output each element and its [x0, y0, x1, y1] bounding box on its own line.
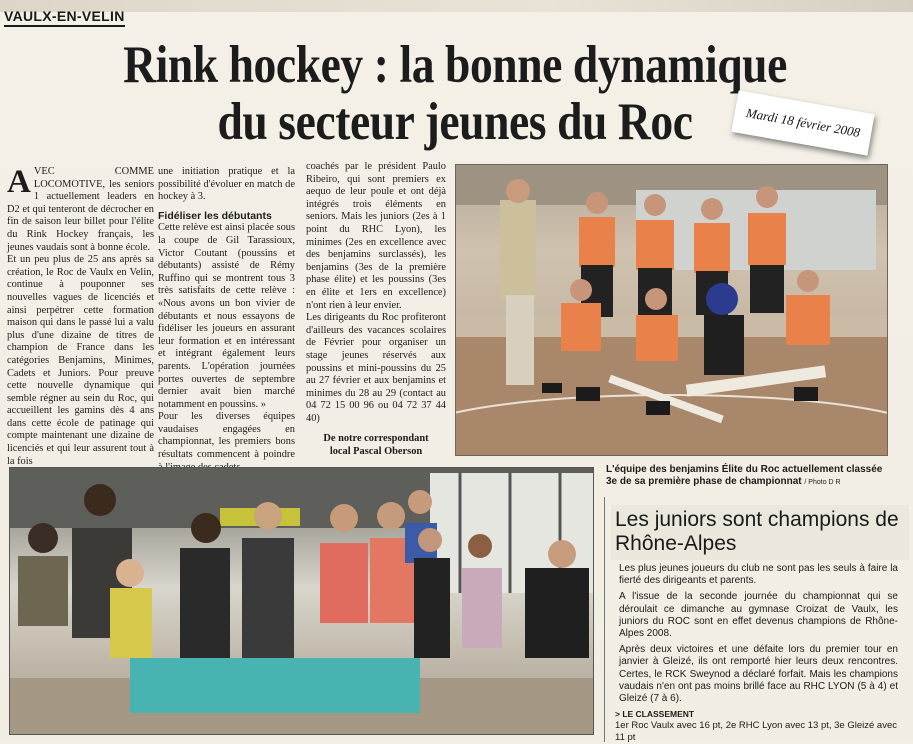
paragraph-2: Et un peu plus de 25 ans après sa création, le Roc de Vaulx en Velin, continue à pouponner ses nouvelles vagues de licenciés et ainsi perpétrer cette formation maison qui dans le passé lui a valu plus d'une dizaine de titres de champion de France dans les catégories Benjamins, Minimes, Cadets et Juniors. Pour preuve cette nouvelle dynamique qui semble régner au sein du Roc, qui accueillent les gamins dès 4 ans dans cette école de patinage qui compte maintenant une dizaine de licenciés et qui leur assurent tout à la fois [7, 254, 154, 467]
paragraph-5: Pour les diverses équipes vaudaises engagées en championnat, les premiers bons résultats commencent à poindre [158, 411, 295, 461]
paragraph-6: coachés par le président Paulo Ribeiro, qui sont premiers ex aequo de leur poule et ont déjà intégrés trois éléments en seniors. Mais les juniors (2es à 1 point du RHC Lyon), les minimes (2es en excellence avec des benjamins surclassés), les benjamins (3es de la première phase élite) et les poussins (3es en élite et 1ers en excellence) n'ont rien à leur envier. [306, 161, 446, 311]
photo-credit: / Photo D R [804, 479, 841, 486]
standings-heading: > LE CLASSEMENT [615, 709, 695, 719]
team-photo-illustration [456, 165, 887, 455]
caption-text: L'équipe des benjamins Élite du Roc actuellement classée 3e de sa première phase de championnat [606, 464, 883, 487]
sidebar-paragraph-3: Après deux victoires et une défaite lors du premier tour en janvier à Gleizé, ils ont remporté hier leurs deux rencontres. Certes, le RCK Sweynod a déclaré forfait. Mais les champions vaudais n'en ont pas moins brillé face au RHC LYON (5 à 4) et Gleizé (7 à 6). [619, 644, 898, 705]
paragraph-1 [7, 166, 154, 254]
subheading: Fidéliser les débutants [158, 209, 272, 222]
sidebar-body [619, 563, 898, 709]
team-photo-benjamins [455, 164, 888, 456]
photo-caption [606, 464, 886, 489]
paragraph-7: Les dirigeants du Roc profiteront d'ailleurs des vacances scolaires de Février pour organiser un stage jeunes réservés aux poussins et mini-poussins du 25 au 27 février et aux benjamins et minimes du 28 au 29 (contact au 04 72 15 00 96 ou 04 72 37 44 40) [306, 312, 446, 424]
paragraph-1-text: VEC COMME LOCOMOTIVE, les seniors 1 actuellement leaders en D2 et qui tenteront de décrocher en fin de saison leur billet pour l'élite du Rink Hockey français, les jeunes vaudais sont à bonne école. [7, 166, 154, 253]
byline [306, 433, 446, 458]
previous-page-strip [0, 0, 913, 12]
paragraph-4: Cette relève est ainsi placée sous la coupe de Gil Tarassioux, Victor Coutant (poussins et débutants) assisté de Rémy Ruffino qui se montrent tous 3 très satisfaits de cette relève : «Nous avons un bon vivier de débutants et nous essayons de fidéliser les joueurs en assurant leur formation et en intéressant et intégrant également leurs parents. L'opération journées portes ouvertes de septembre dernier avait bien marché notamment en poussins. » [158, 222, 295, 410]
headline-line-1: Rink hockey : la bonne dynamique [123, 36, 787, 94]
paragraph-3: une initiation pratique et la possibilité d'évoluer en match de hockey à 3. [158, 166, 295, 203]
sidebar-paragraph-1: Les plus jeunes joueurs du club ne sont pas les seuls à faire la fierté des dirigeants et parents. [619, 563, 898, 587]
standings [615, 708, 900, 744]
section-label: VAULX-EN-VELIN [4, 8, 125, 27]
article-column-3 [306, 161, 446, 459]
headline-line-2: du secteur jeunes du Roc [217, 93, 693, 151]
byline-line-2: local Pascal Oberson [329, 446, 423, 458]
skating-school-photo [9, 467, 594, 735]
article-column-1 [7, 166, 154, 468]
article-column-2 [158, 166, 295, 474]
date-sticker: Mardi 18 février 2008 [731, 90, 874, 155]
byline-line-1: De notre correspondant [323, 433, 429, 445]
drop-cap: A [7, 164, 31, 200]
sidebar-paragraph-2: A l'issue de la seconde journée du championnat qui se déroulait ce dimanche au gymnase Croizat de Vaulx, les juniors du ROC sont en effet devenus champions de Rhône-Alpes 2008. [619, 591, 898, 640]
standings-text: 1er Roc Vaulx avec 16 pt, 2e RHC Lyon avec 13 pt, 3e Gleizé avec 11 pt [615, 720, 897, 743]
sidebar-title: Les juniors sont champions de Rhône-Alpes [611, 505, 909, 560]
skating-school-illustration [10, 468, 593, 734]
